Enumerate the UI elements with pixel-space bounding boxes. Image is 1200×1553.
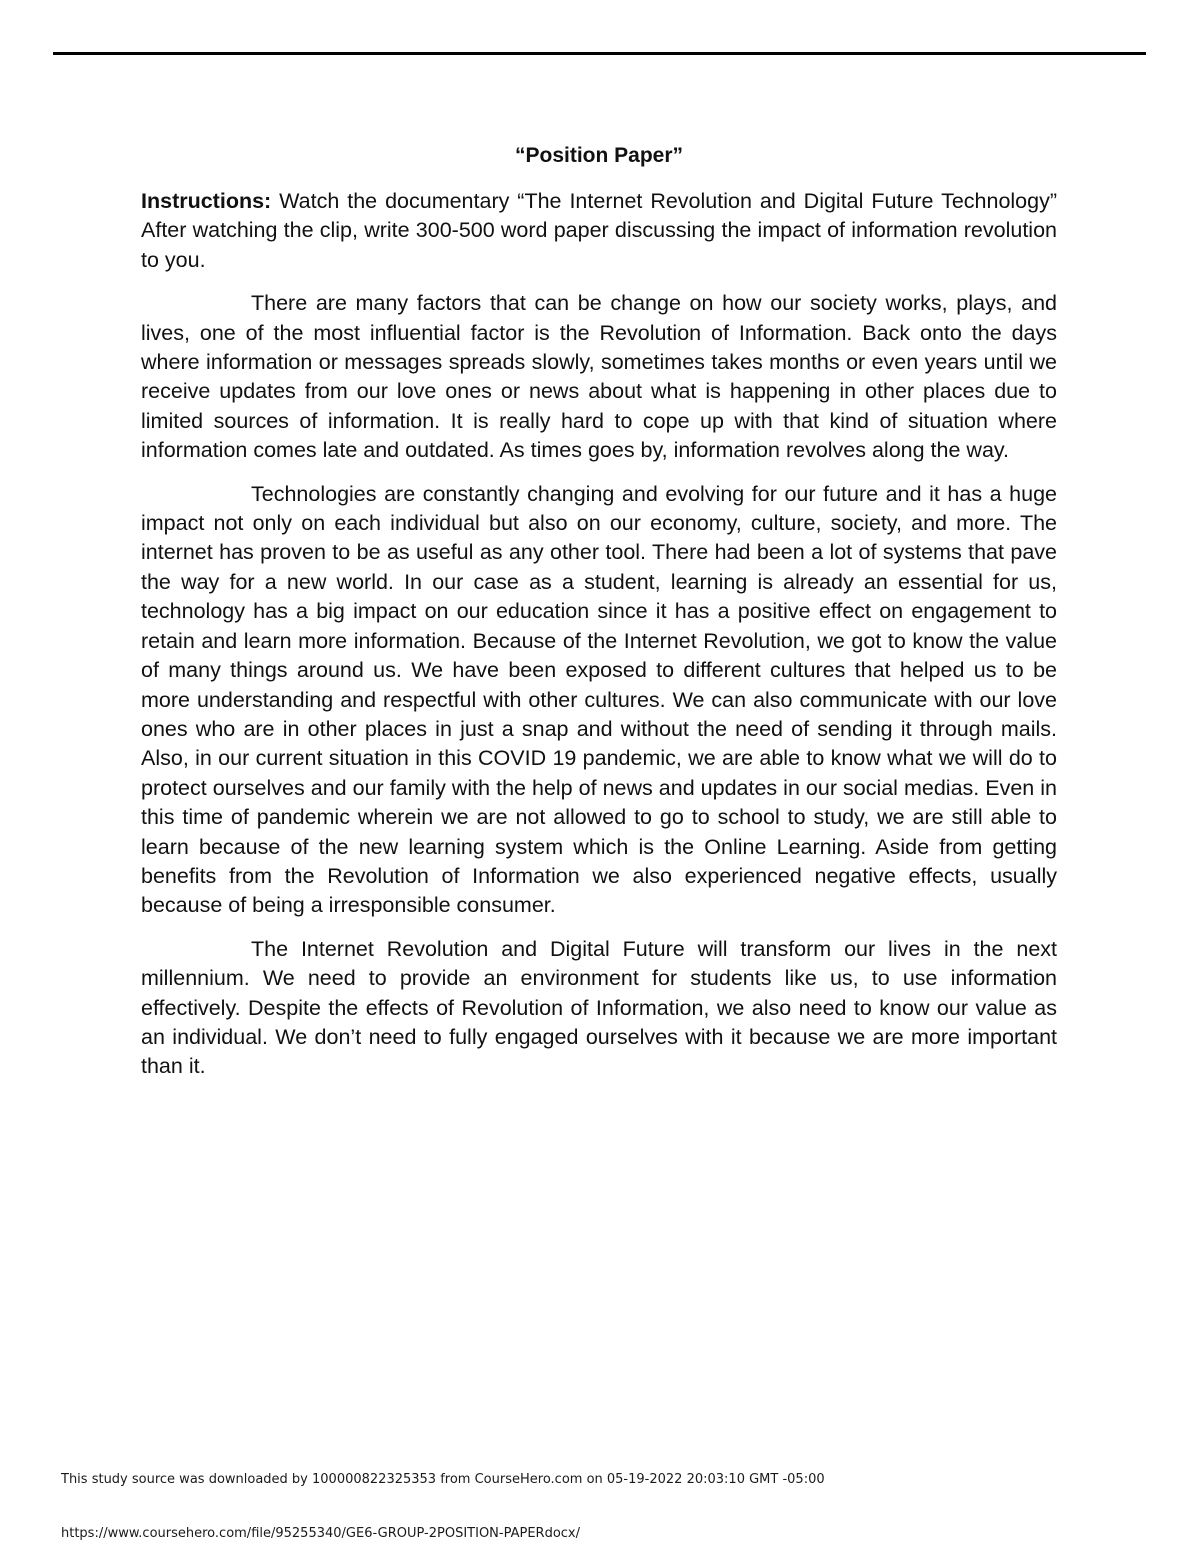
document-body: [141, 140, 1057, 1096]
instructions-text: Watch the documentary “The Internet Revolution and Digital Future Technology” After watching the clip, write 300-500 word paper discussing the impact of information revolution to you.: [141, 189, 1057, 272]
instructions-paragraph: [141, 187, 1057, 275]
body-paragraph-3: The Internet Revolution and Digital Future will transform our lives in the next millennium. We need to provide an environment for students like us, to use information effectively. Despite the effects of Revolution of Information, we also need to know our value as an individual. We don’t need to fully engaged ourselves with it because we are more important than it.: [141, 936, 1057, 1079]
download-notice: This study source was downloaded by 100000822325353 from CourseHero.com on 05-19-2022 20:03:10 GMT -05:00: [61, 1472, 825, 1487]
document-title: “Position Paper”: [514, 144, 684, 167]
body-paragraph-2: Technologies are constantly changing and evolving for our future and it has a huge impact not only on each individual but also on our economy, culture, society, and more. The internet has proven to be as useful as any other tool. There had been a lot of systems that pave the way for a new world. In our case as a student, learning is already an essential for us, technology has a big impact on our education since it has a positive effect on engagement to retain and learn more information. Because of the Internet Revolution, we got to know the value of many things around us. We have been exposed to different cultures that helped us to be more understanding and respectful with other cultures. We can also communicate with our love ones who are in other places in just a snap and without the need of sending it through mails. Also, in our current situation in this COVID 19 pandemic, we are able to know what we will do to protect ourselves and our family with the help of news and updates in our social medias. Even in this time of pandemic wherein we are not allowed to go to school to study, we are still able to learn because of the new learning system which is the Online Learning. Aside from getting benefits from the Revolution of Information we also experienced negative effects, usually because of being a irresponsible consumer.: [141, 481, 1057, 918]
instructions-label: Instructions:: [141, 189, 272, 213]
body-paragraph-1: There are many factors that can be change on how our society works, plays, and lives, one of the most influential factor is the Revolution of Information. Back onto the days where information or messages spreads slowly, sometimes takes months or even years until we receive updates from our love ones or news about what is happening in other places due to limited sources of information. It is really hard to cope up with that kind of situation where information comes late and outdated. As times goes by, information revolves along the way.: [141, 291, 1057, 463]
top-divider: [53, 52, 1146, 55]
source-url-link[interactable]: https://www.coursehero.com/file/95255340/GE6-GROUP-2POSITION-PAPERdocx/: [61, 1526, 581, 1541]
